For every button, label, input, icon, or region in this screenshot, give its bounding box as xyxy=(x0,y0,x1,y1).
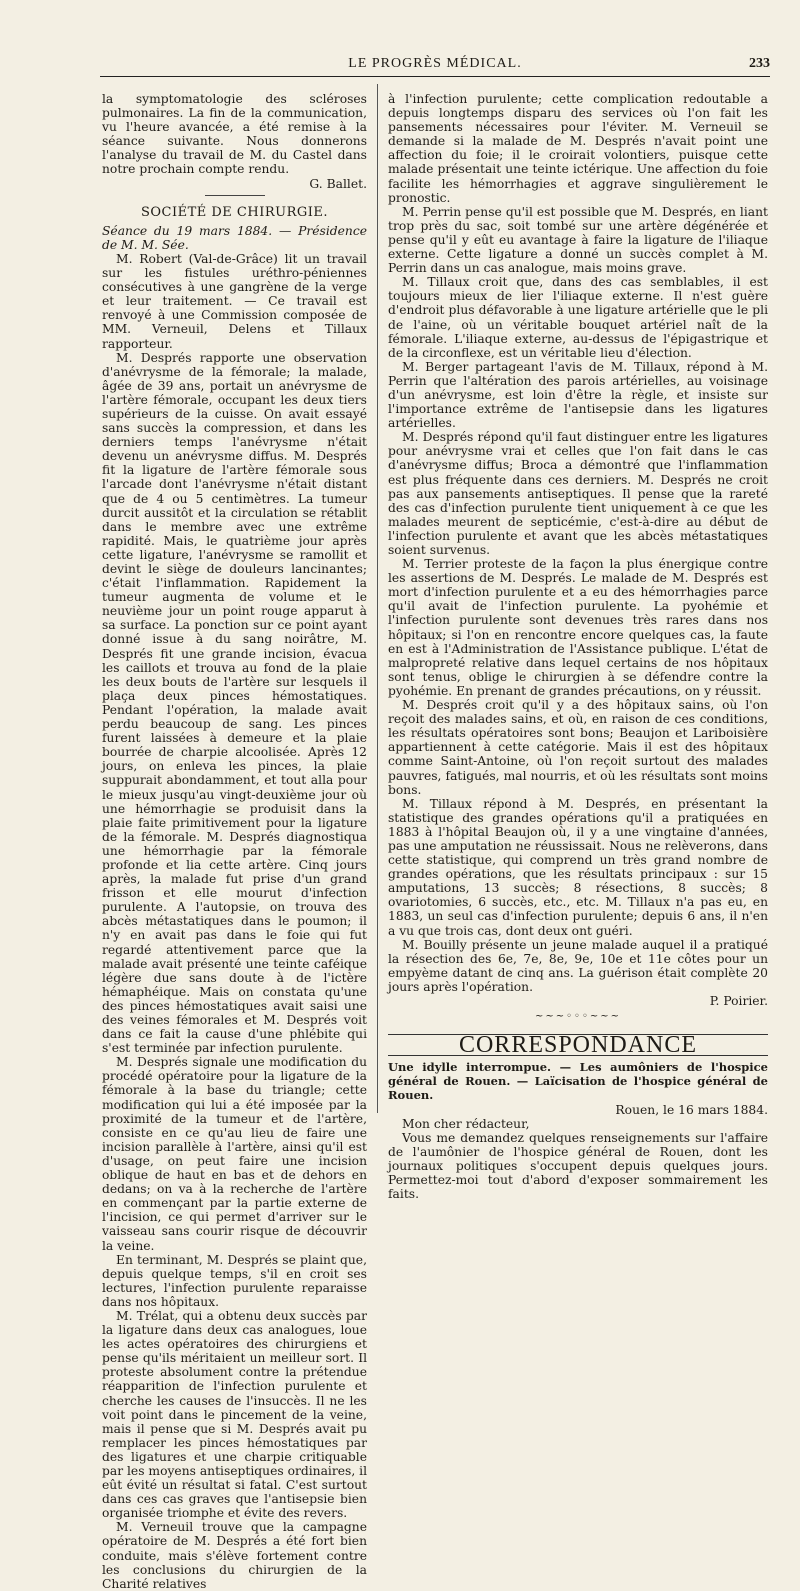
paragraph-verneuil: M. Verneuil trouve que la campagne opératoire de M. Després a été fort bien conduite, mais s'élève fortement contre les conclusions du chirurgien de la Charité relatives xyxy=(102,1520,367,1591)
left-column xyxy=(102,92,367,1591)
paragraph-despres-observation: M. Després rapporte une observation d'anévrysme de la fémorale; la malade, âgée de 39 ans, portait un anévrysme de l'artère fémorale, occupant les deux tiers supérieurs de la cuisse. On avait essayé sans succès la compression, et dans les derniers temps l'anévrysme n'était devenu un anévrysme diffus. M. Després fit la ligature de l'artère fémorale sous l'arcade dont l'anévrysme n'était distant que de 4 ou 5 centimètres. La tumeur durcit aussitôt et la circulation se rétablit dans le membre avec une extrême rapidité. Mais, le quatrième jour après cette ligature, l'anévrysme se ramollit et devint le siège de douleurs lancinantes; c'était l'inflammation. Rapidement la tumeur augmenta de volume et le neuvième jour un point rouge apparut à sa surface. La ponction sur ce point ayant donné issue à du sang noirâtre, M. Després fit une grande incision, évacua les caillots et trouva au fond de la plaie les deux bouts de l'artère sur lesquels il plaça deux pinces hémostatiques. Pendant l'opération, la malade avait perdu beaucoup de sang. Les pinces furent laissées à demeure et la plaie bourrée de charpie alcoolisée. Après 12 jours, on enleva les pinces, la plaie suppurait abondamment, et tout alla pour le mieux jusqu'au vingt-deuxième jour où une hémorrhagie se produisit dans la plaie faite primitivement pour la ligature de la fémorale. M. Després diagnostiqua une hémorrhagie par la fémorale profonde et lia cette artère. Cinq jours après, la malade fut prise d'un grand frisson et elle mourut d'infection purulente. A l'autopsie, on trouva des abcès métastatiques dans le poumon; il n'y en avait pas dans le foie qui fut regardé attentivement parce que la malade avait présenté une teinte caféique légère due sans doute à de l'ictère hémaphéique. Mais on constata qu'une des pinces hémostatiques avait saisi une des veines fémorales et M. Després voit dans ce fait la cause d'une phlébite qui s'est terminée par infection purulente. xyxy=(102,350,367,1056)
correspondance-title: CORRESPONDANCE xyxy=(388,1034,768,1056)
paragraph-bouilly: M. Bouilly présente un jeune malade auquel il a pratiqué la résection des 6e, 7e, 8e, 9e, 10e et 11e côtes pour un empyème datant de cinq ans. La guérison était complète 20 jours après l'opération. xyxy=(388,937,768,994)
paragraph-berger: M. Berger partageant l'avis de M. Tillaux, répond à M. Perrin que l'altération des parois artérielles, au voisinage d'un anévrysme, est loin d'être la règle, et insiste sur l'importance extrême de l'antisepsie dans les ligatures artérielles. xyxy=(388,359,768,431)
running-header xyxy=(100,56,770,76)
header-rule xyxy=(100,76,770,77)
column-divider xyxy=(377,84,378,1113)
paragraph-tillaux-statistics: M. Tillaux répond à M. Després, en présentant la statistique des grandes opérations qu'il a pratiquées en 1883 à l'hôpital Beaujon où, il y a une vingtaine d'années, pas une amputation ne réussissait. Nous ne relèverons, dans cette statistique, qui comprend un très grand nombre de grandes opérations, que les résultats principaux : sur 15 amputations, 13 succès; 8 résections, 8 succès; 8 ovariotomies, 6 succès, etc., etc. M. Tillaux n'a pas eu, en 1883, un seul cas d'infection purulente; depuis 6 ans, il n'en a vu que trois cas, dont deux ont guéri. xyxy=(388,796,768,938)
paragraph-trelat: M. Trélat, qui a obtenu deux succès par la ligature dans deux cas analogues, loue les actes opératoires des chirurgiens et pense qu'ils méritaient un meilleur sort. Il proteste absolument contre la prétendue réapparition de l'infection purulente et cherche les causes de l'insuccès. Il ne les voit point dans le pincement de la veine, mais il pense que si M. Després avait pu remplacer les pinces hémostatiques par des ligatures et une charpie critiquable par les moyens antiseptiques ordinaires, il eût évité un résultat si fatal. C'est surtout dans ces cas graves que l'antisepsie bien organisée triomphe et évite des revers. xyxy=(102,1308,368,1521)
intro-signature: G. Ballet. xyxy=(309,176,367,191)
paragraph-despres-reply: M. Després répond qu'il faut distinguer entre les ligatures pour anévrysme vrai et celles que l'on fait dans le cas d'anévrysme diffus; Broca a démontré que l'inflammation est plus fréquente dans ces derniers. M. Després ne croit pas aux pansements antiseptiques. Il pense que la rareté des cas d'infection purulente tient uniquement à ce que les malades meurent de septicémie, c'est-à-dire au début de l'infection purulente et avant que les abcès métastatiques soient survenus. xyxy=(388,430,768,557)
paragraph-continuation: à l'infection purulente; cette complication redoutable a depuis longtemps disparu des services où l'on fait les pansements nécessaires pour l'éviter. M. Verneuil se demande si la malade de M. Després n'avait point une affection du foie; il le croirait volontiers, puisque cette malade présentait une teinte ictérique. Une affection du foie facilite les hémorrhagies et aggrave singulièrement le pronostic. xyxy=(388,92,768,205)
paragraph-perrin: M. Perrin pense qu'il est possible que M. Després, en liant trop près du sac, soit tombé sur une artère dégénérée et pense qu'il y eût eu avantage à faire la ligature de l'iliaque externe. Cette ligature a donné un succès complet à M. Perrin dans un cas analogue, mais moins grave. xyxy=(388,204,768,276)
section-title: SOCIÉTÉ DE CHIRURGIE. xyxy=(140,204,329,220)
paragraph-terrier: M. Terrier proteste de la façon la plus énergique contre les assertions de M. Després. Le malade de M. Després est mort d'infection purulente et a eu des hémorrhagies parce qu'il avait de l'infection purulente. La pyohémie et l'infection purulente sont devenues très rares dans nos hôpitaux; si l'on en rencontre encore quelques cas, la faute en est à l'Administration de l'Assistance publique. L'état de malpropreté relative dans lequel certains de nos hôpitaux sont tenus, oblige le chirurgien à se défendre contre la pyohémie. En prenant de grandes précautions, on y réussit. xyxy=(388,557,768,698)
journal-title: LE PROGRÈS MÉDICAL. xyxy=(348,56,522,71)
letter-salutation: Mon cher rédacteur, xyxy=(402,1116,530,1131)
paragraph-despres-procedure: M. Després signale une modification du procédé opératoire pour la ligature de la fémorale à la base du triangle; cette modification qui lui a été imposée par la proximité de la tumeur et de l'artère, consiste en ce qu'au lieu de faire une incision parallèle à l'artère, ainsi qu'il est d'usage, on peut faire une incision oblique de haut en bas et de dehors en dedans; on va à la recherche de l'artère en commençant par la partie externe de l'incision, ce qui permet d'arriver sur le vaisseau sans courir risque de découvrir la veine. xyxy=(102,1055,367,1253)
intro-paragraph: la symptomatologie des scléroses pulmonaires. La fin de la communication, vu l'heure avancée, a été remise à la séance suivante. Nous donnerons l'analyse du travail de M. du Castel dans notre prochain compte rendu. xyxy=(102,92,367,177)
right-column xyxy=(388,92,768,1201)
letter-dateline: Rouen, le 16 mars 1884. xyxy=(615,1102,768,1117)
paragraph-despres-hospitals: M. Després croit qu'il y a des hôpitaux sains, où l'on reçoit des malades sains, et où, en raison de ces conditions, les résultats opératoires sont bons; Beaujon et Lariboisière appartiennent à cette catégorie. Mais il est des hôpitaux comme Saint-Antoine, où l'on reçoit surtout des malades pauvres, fatigués, mal nourris, et où les résultats sont moins bons. xyxy=(388,698,768,797)
letter-body-start: Vous me demandez quelques renseignements sur l'affaire de l'aumônier de l'hospice général de Rouen, dont les journaux politiques s'occupent depuis quelques jours. Permettez-moi tout d'abord d'exposer sommairement les faits. xyxy=(388,1130,768,1202)
paragraph-robert: M. Robert (Val-de-Grâce) lit un travail sur les fistules uréthro-péniennes consécutives à une gangrène de la verge et leur traitement. — Ce travail est renvoyé à une Commission composée de MM. Verneuil, Delens et Tillaux rapporteur. xyxy=(102,251,367,351)
page-number: 233 xyxy=(749,56,770,71)
ornament-divider: ~~~◦◦◦~~~ xyxy=(535,1011,621,1023)
report-signature: P. Poirier. xyxy=(709,994,768,1008)
correspondance-subtitle: Une idylle interrompue. — Les aumôniers de l'hospice général de Rouen. — Laïcisation de l'hospice général de Rouen. xyxy=(388,1060,768,1103)
paragraph-tillaux: M. Tillaux croit que, dans des cas semblables, il est toujours mieux de lier l'iliaque externe. Il n'est guère d'endroit plus défavorable à une ligature artérielle que le pli de l'aine, où un véritable bouquet artériel naît de la fémorale. L'iliaque externe, au-dessus de l'épigastrique et de la circonflexe, est un véritable lieu d'élection. xyxy=(388,275,768,360)
section-rule xyxy=(205,195,265,196)
seance-line: Séance du 19 mars 1884. — Présidence de M. M. Sée. xyxy=(102,223,367,252)
paragraph-despres-complaint: En terminant, M. Després se plaint que, depuis quelque temps, s'il en croit ses lectures, l'infection purulente reparaisse dans nos hôpitaux. xyxy=(102,1252,367,1309)
